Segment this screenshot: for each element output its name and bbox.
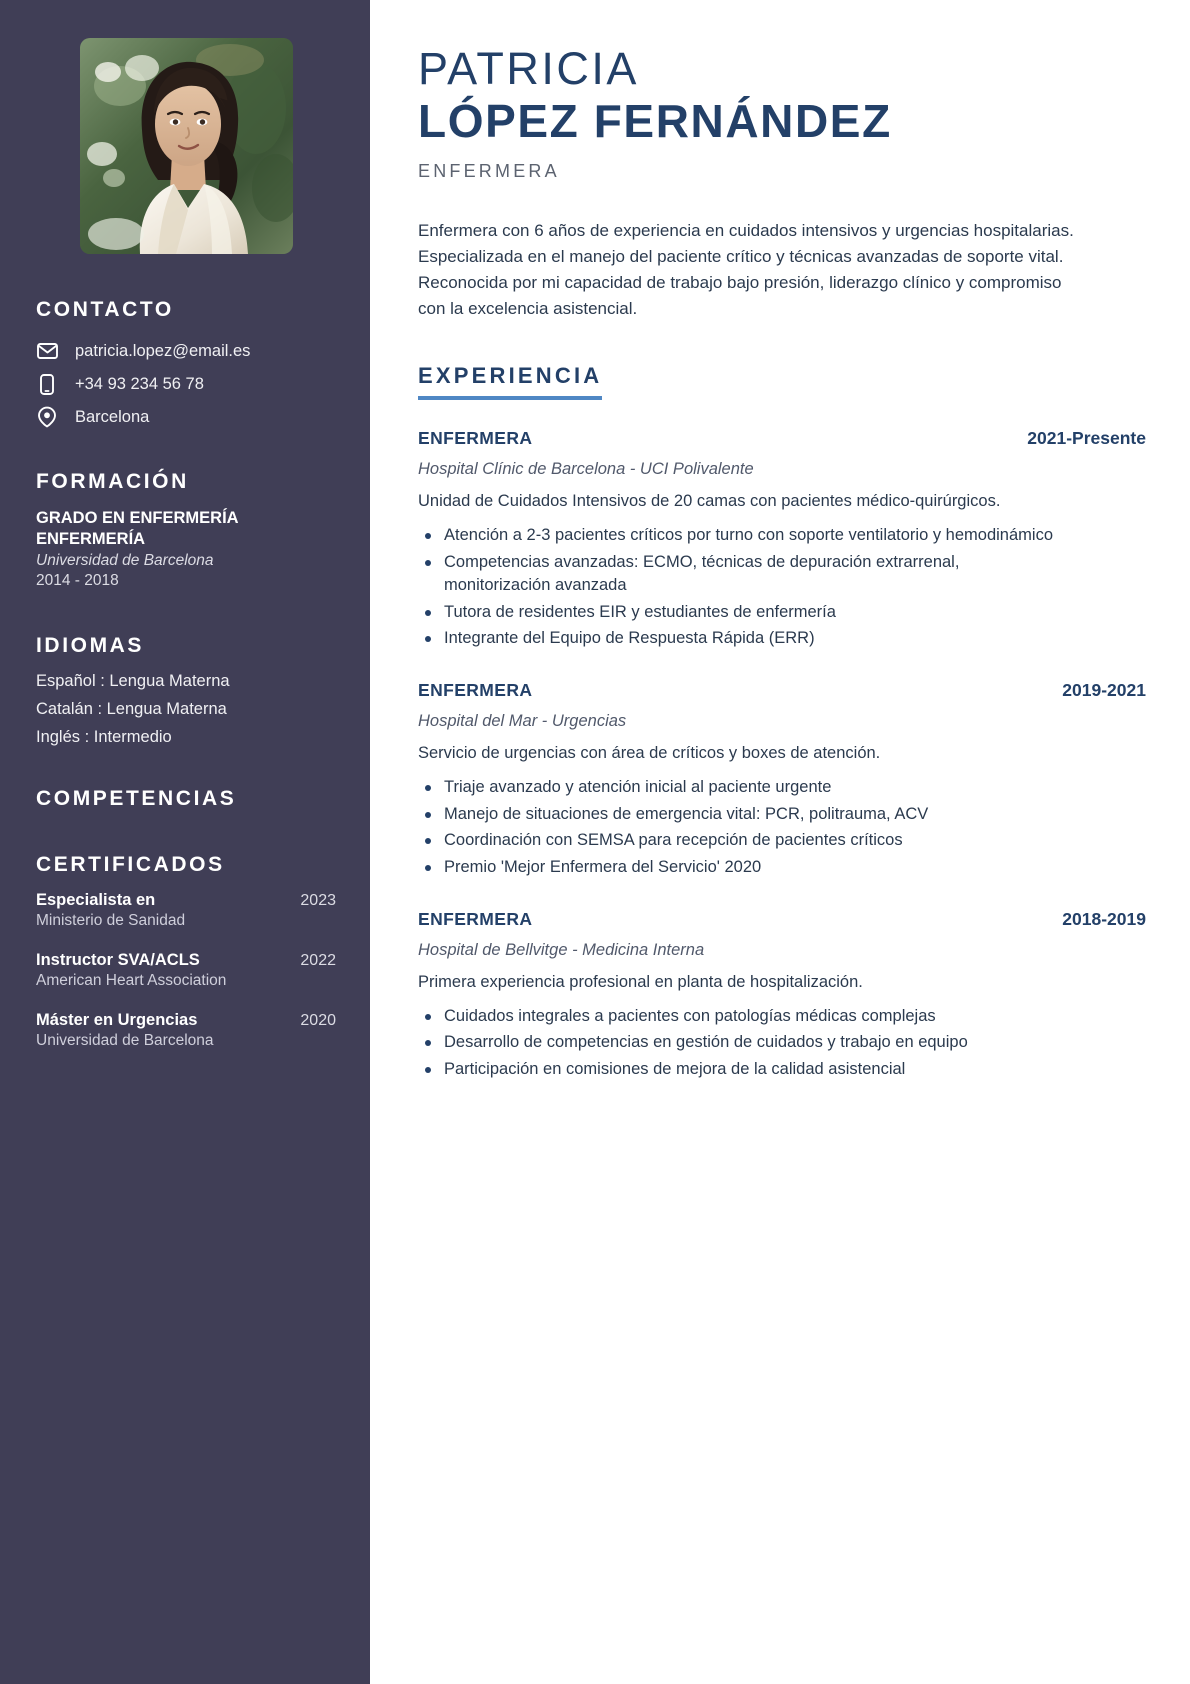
experience-bullet: Cuidados integrales a pacientes con patologías médicas complejas bbox=[418, 1005, 1058, 1028]
experience-bullet: Participación en comisiones de mejora de la calidad asistencial bbox=[418, 1058, 1058, 1081]
experience-role: ENFERMERA bbox=[418, 428, 533, 449]
certificates-list bbox=[36, 891, 336, 1050]
certificates-heading: CERTIFICADOS bbox=[36, 853, 225, 877]
map-pin-icon bbox=[36, 406, 58, 428]
education-school: Universidad de Barcelona bbox=[36, 552, 214, 570]
experience-bullet: Manejo de situaciones de emergencia vital: PCR, politrauma, ACV bbox=[418, 803, 1058, 826]
contact-phone[interactable] bbox=[36, 373, 336, 395]
language-item: Catalán : Lengua Materna bbox=[36, 700, 227, 719]
experience-entry bbox=[418, 680, 1146, 879]
certificate-item bbox=[36, 891, 336, 930]
mobile-phone-icon bbox=[36, 373, 58, 395]
certificate-org: Universidad de Barcelona bbox=[36, 1032, 214, 1050]
experience-description: Servicio de urgencias con área de críticos y boxes de atención. bbox=[418, 744, 881, 763]
experience-bullet: Competencias avanzadas: ECMO, técnicas de depuración extrarrenal, monitorización avanzada bbox=[418, 551, 1058, 598]
experience-bullet: Integrante del Equipo de Respuesta Rápida (ERR) bbox=[418, 627, 1058, 650]
experience-bullet: Tutora de residentes EIR y estudiantes de enfermería bbox=[418, 601, 1058, 624]
skills-section bbox=[36, 787, 336, 811]
contact-email[interactable] bbox=[36, 340, 336, 362]
contact-location-text: Barcelona bbox=[75, 407, 150, 426]
experience-bullets bbox=[418, 1005, 1146, 1081]
experience-bullets bbox=[418, 776, 1146, 879]
education-years: 2014 - 2018 bbox=[36, 572, 119, 590]
photo-container bbox=[36, 38, 336, 254]
experience-heading: EXPERIENCIA bbox=[418, 363, 602, 400]
experience-bullet: Triaje avanzado y atención inicial al paciente urgente bbox=[418, 776, 1058, 799]
experience-dates: 2018-2019 bbox=[1062, 909, 1146, 930]
experience-bullet: Desarrollo de competencias en gestión de cuidados y trabajo en equipo bbox=[418, 1031, 1058, 1054]
experience-entry bbox=[418, 428, 1146, 650]
first-name: PATRICIA bbox=[418, 43, 639, 94]
experience-bullet: Premio 'Mejor Enfermera del Servicio' 2020 bbox=[418, 856, 1058, 879]
profile-photo bbox=[80, 38, 293, 254]
job-title: ENFERMERA bbox=[418, 161, 560, 182]
certificate-item bbox=[36, 951, 336, 990]
experience-organization: Hospital de Bellvitge - Medicina Interna bbox=[418, 941, 705, 960]
experience-entry-header bbox=[418, 428, 1146, 449]
certificate-name: Especialista en bbox=[36, 891, 156, 910]
experience-dates: 2019-2021 bbox=[1062, 680, 1146, 701]
certificate-year: 2022 bbox=[300, 952, 336, 970]
certificate-year: 2023 bbox=[300, 892, 336, 910]
resume-header bbox=[418, 45, 1146, 182]
skills-heading: COMPETENCIAS bbox=[36, 787, 237, 811]
languages-list bbox=[36, 672, 336, 747]
contact-phone-text: +34 93 234 56 78 bbox=[75, 374, 204, 393]
experience-description: Primera experiencia profesional en planta de hospitalización. bbox=[418, 973, 863, 992]
experience-bullet: Atención a 2-3 pacientes críticos por turno con soporte ventilatorio y hemodinámico bbox=[418, 524, 1058, 547]
experience-role: ENFERMERA bbox=[418, 909, 533, 930]
sidebar bbox=[0, 0, 370, 1684]
last-name: LÓPEZ FERNÁNDEZ bbox=[418, 94, 892, 147]
education-heading: FORMACIÓN bbox=[36, 470, 189, 493]
experience-entry bbox=[418, 909, 1146, 1081]
education-degree-line2: ENFERMERÍA bbox=[36, 530, 146, 549]
experience-entry-header bbox=[418, 909, 1146, 930]
language-item: Inglés : Intermedio bbox=[36, 728, 172, 747]
contact-email-text: patricia.lopez@email.es bbox=[75, 341, 251, 360]
contact-location[interactable] bbox=[36, 406, 336, 428]
contact-heading: CONTACTO bbox=[36, 298, 174, 321]
experience-entry-header bbox=[418, 680, 1146, 701]
main-content bbox=[370, 0, 1190, 1684]
certificate-org: Ministerio de Sanidad bbox=[36, 912, 186, 930]
experience-bullets bbox=[418, 524, 1146, 650]
languages-heading: IDIOMAS bbox=[36, 634, 145, 658]
certificate-item bbox=[36, 1011, 336, 1050]
education-item bbox=[36, 508, 336, 590]
experience-role: ENFERMERA bbox=[418, 680, 533, 701]
certificate-name: Máster en Urgencias bbox=[36, 1011, 198, 1030]
certificate-name: Instructor SVA/ACLS bbox=[36, 951, 200, 970]
experience-dates: 2021-Presente bbox=[1027, 428, 1146, 449]
education-degree-line1: GRADO EN ENFERMERÍA bbox=[36, 509, 239, 527]
envelope-icon bbox=[36, 340, 58, 362]
experience-organization: Hospital del Mar - Urgencias bbox=[418, 712, 627, 731]
language-item: Español : Lengua Materna bbox=[36, 672, 230, 691]
professional-summary: Enfermera con 6 años de experiencia en cuidados intensivos y urgencias hospitalarias. Especializada en el manejo del paciente crítico y técnicas avanzadas de soporte vital. Reconocida por mi capacidad de trabajo bajo presión, liderazgo clínico y compromiso con la excelencia asistencial. bbox=[418, 221, 1074, 318]
experience-organization: Hospital Clínic de Barcelona - UCI Polivalente bbox=[418, 460, 754, 479]
experience-description: Unidad de Cuidados Intensivos de 20 camas con pacientes médico-quirúrgicos. bbox=[418, 492, 1001, 511]
experience-bullet: Coordinación con SEMSA para recepción de pacientes críticos bbox=[418, 829, 1058, 852]
certificate-year: 2020 bbox=[300, 1012, 336, 1030]
certificate-org: American Heart Association bbox=[36, 972, 227, 990]
contact-list bbox=[36, 340, 336, 428]
education-degree bbox=[36, 508, 336, 550]
